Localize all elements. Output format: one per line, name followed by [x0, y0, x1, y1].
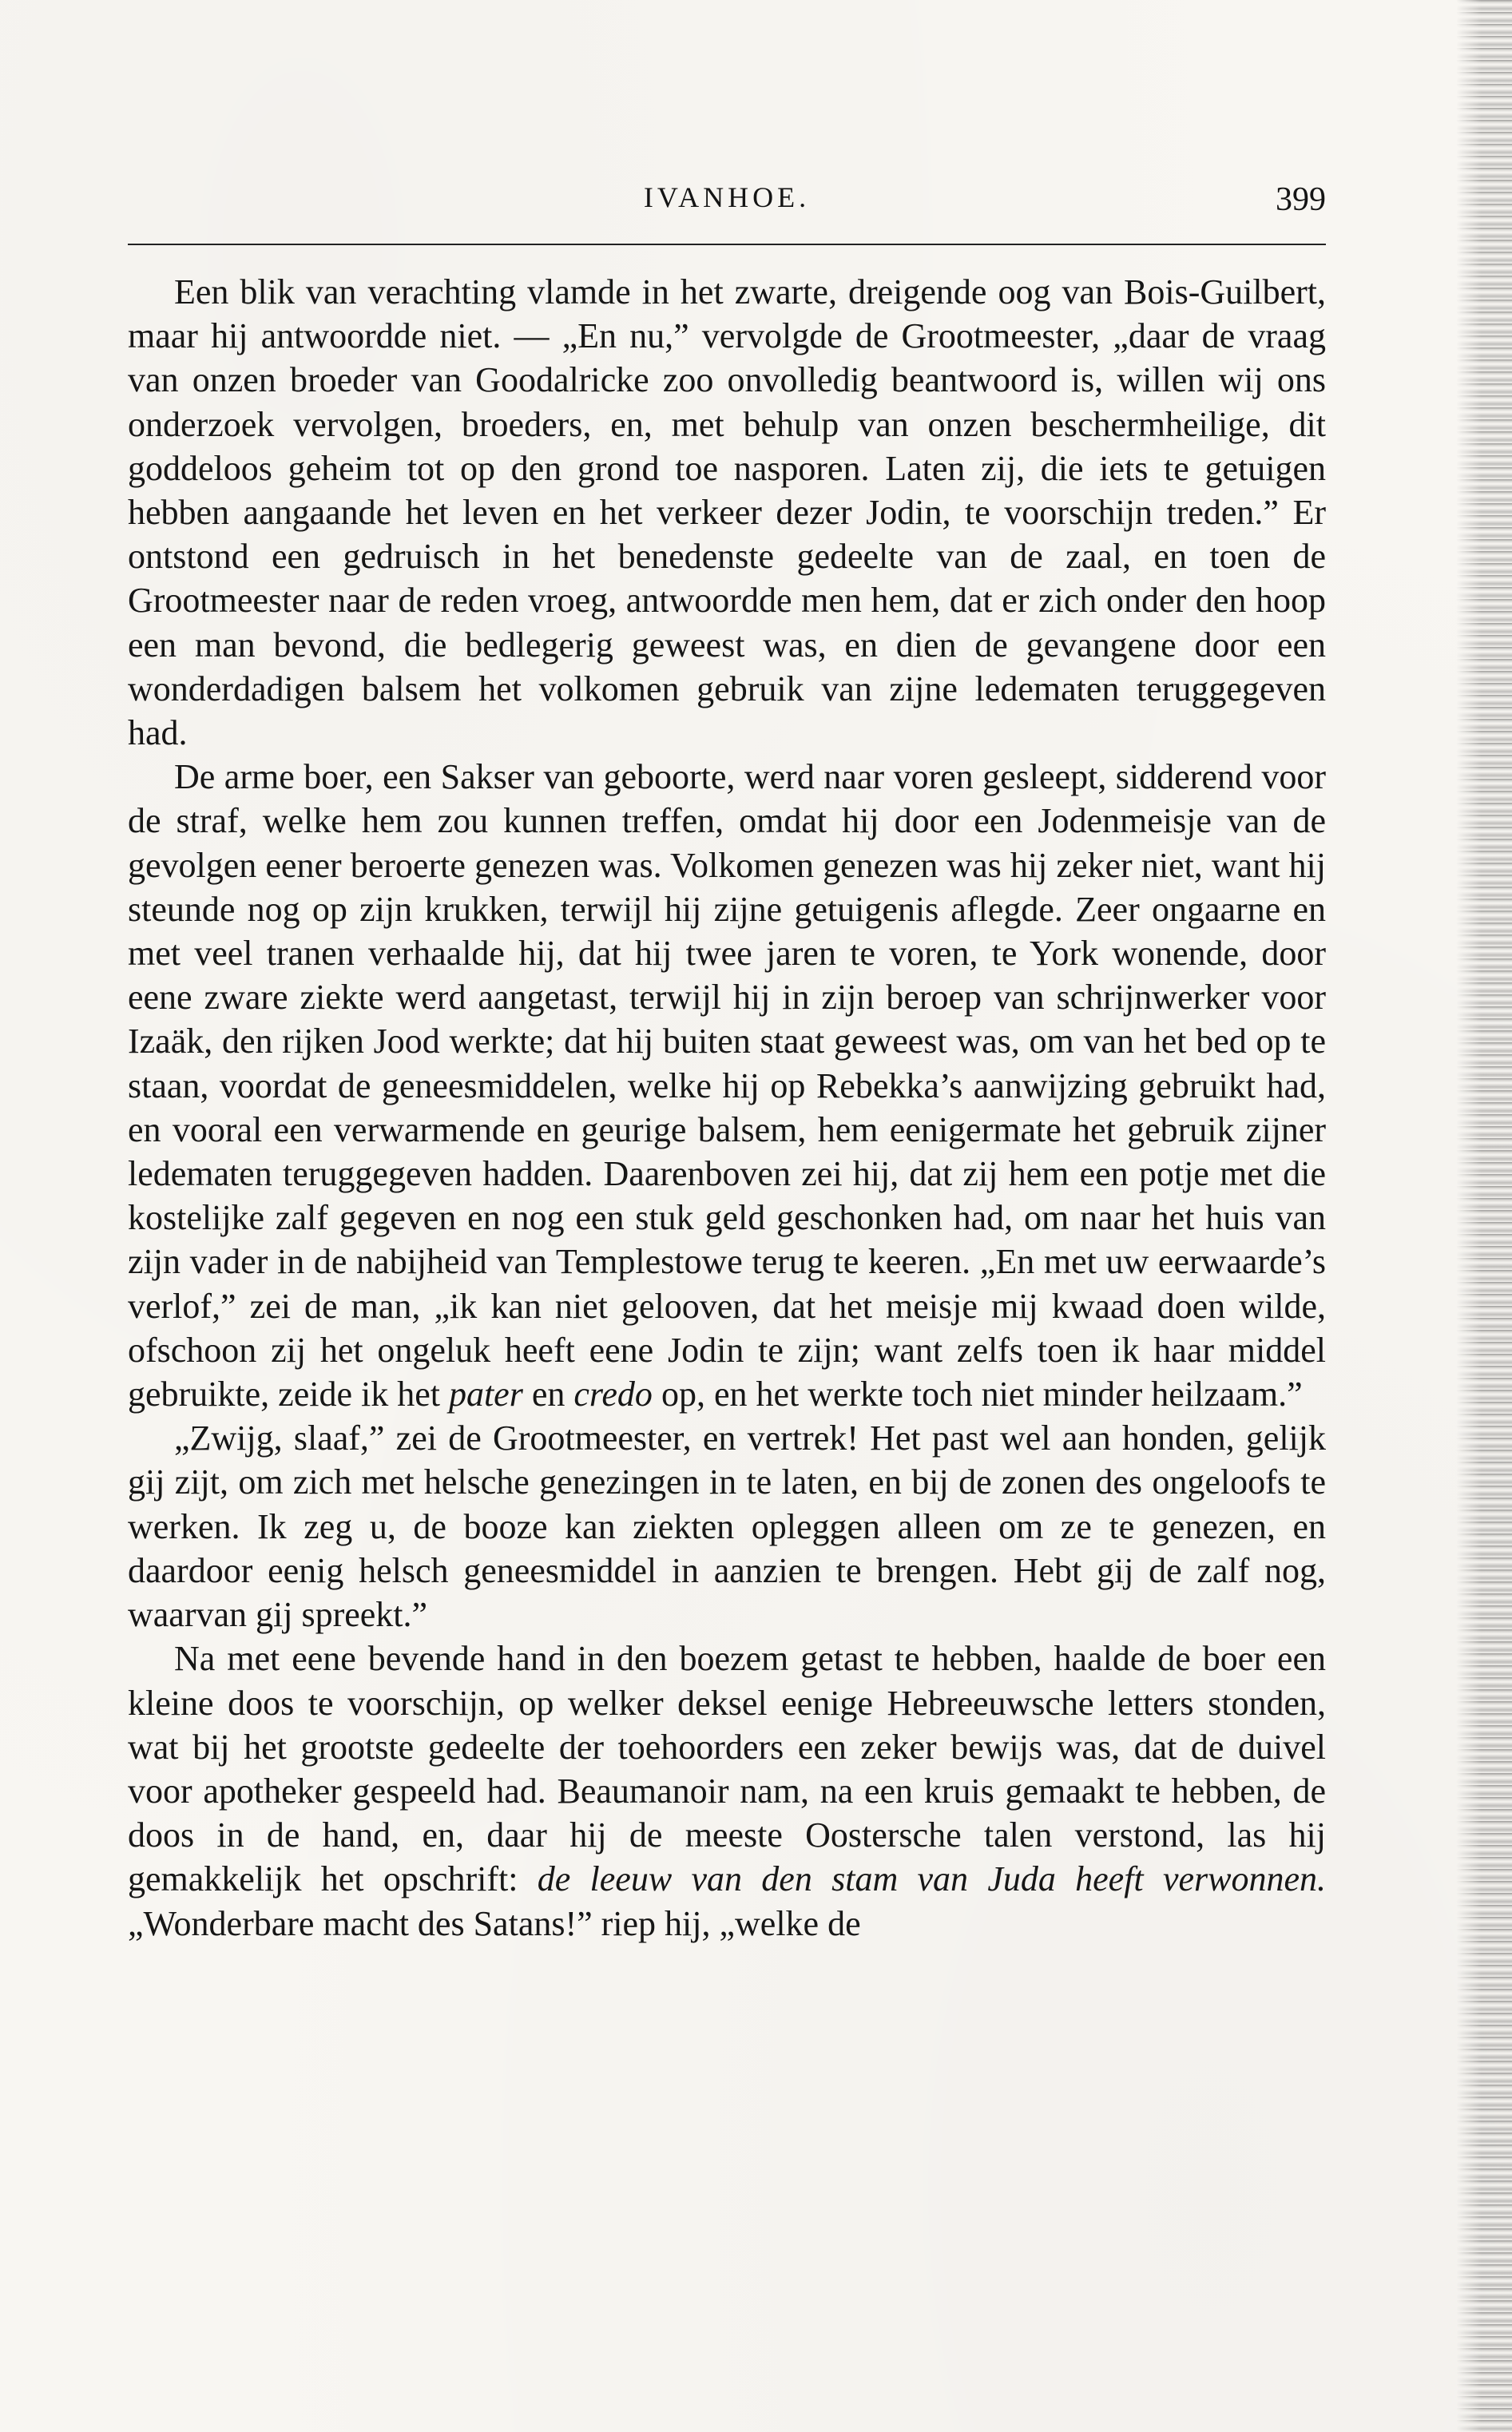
- italic-text: pater: [448, 1375, 523, 1414]
- paragraph: [128, 755, 1326, 1416]
- text-run: Een blik van verachting vlamde in het zwarte, dreigende oog van Bois-Guilbert, maar hij antwoordde niet. — „En nu,” vervolgde de Grootmeester, „daar de vraag van onzen broeder van Goodalricke zoo onvolledig beantwoord is, willen wij ons onderzoek vervolgen, broeders, en, met behulp van onzen beschermheilige, dit goddeloos geheim tot op den grond toe nasporen. Laten zij, die iets te getuigen hebben aangaande het leven en het verkeer dezer Jodin, te voorschijn treden.” Er ontstond een gedruisch in het benedenste gedeelte van de zaal, en toen de Grootmeester naar de reden vroeg, antwoordde men hem, dat er zich onder den hoop een man bevond, die bedlegerig geweest was, en dien de gevangene door een wonderdadigen balsem het volkomen gebruik van zijne ledematen teruggegeven had.: [128, 272, 1326, 753]
- text-run: Na met eene bevende hand in den boezem getast te hebben, haalde de boer een kleine doos te voorschijn, op welker deksel eenige Hebreeuwsche letters stonden, wat bij het grootste gedeelte der toehoorders een zeker bewijs was, dat de duivel voor apotheker gespeeld had. Beaumanoir nam, na een kruis gemaakt te hebben, de doos in de hand, en, daar hij de meeste Oostersche talen verstond, las hij gemakkelijk het opschrift:: [128, 1639, 1326, 1899]
- text-run: op, en het werkte toch niet minder heilzaam.”: [652, 1375, 1303, 1414]
- page-number: 399: [1276, 181, 1326, 218]
- page-header: [128, 181, 1326, 228]
- italic-text: credo: [573, 1375, 653, 1414]
- body-text: [128, 270, 1326, 1946]
- running-title: IVANHOE.: [643, 181, 811, 213]
- text-run: „Zwijg, slaaf,” zei de Grootmeester, en vertrek! Het past wel aan honden, gelijk gij zijt, om zich met helsche genezingen in te laten, en bij de zonen des ongeloofs te werken. Ik zeg u, de booze kan ziekten opleggen alleen om ze te genezen, en daardoor eenig helsch geneesmiddel in aanzien te brengen. Hebt gij de zalf nog, waarvan gij spreekt.”: [128, 1418, 1326, 1635]
- text-run: „Wonderbare macht des Satans!” riep hij, „welke de: [128, 1903, 861, 1943]
- header-rule: [128, 244, 1326, 245]
- page-edge-shadow: [1456, 0, 1512, 2432]
- text-run: en: [522, 1375, 574, 1414]
- paragraph: [128, 1637, 1326, 1945]
- italic-text: de leeuw van den stam van Juda heeft verwonnen.: [537, 1859, 1326, 1899]
- paragraph: [128, 1416, 1326, 1637]
- paragraph: [128, 270, 1326, 755]
- text-run: De arme boer, een Sakser van geboorte, werd naar voren gesleept, sidderend voor de straf, welke hem zou kunnen treffen, omdat hij door een Jodenmeisje van de gevolgen eener beroerte genezen was. Volkomen genezen was hij zeker niet, want hij steunde nog op zijn krukken, terwijl hij zijne getuigenis aflegde. Zeer ongaarne en met veel tranen verhaalde hij, dat hij twee jaren te voren, te York wonende, door eene zware ziekte werd aangetast, terwijl hij in zijn beroep van schrijnwerker voor Izaäk, den rijken Jood werkte; dat hij buiten staat geweest was, om van het bed op te staan, voordat de geneesmiddelen, welke hij op Rebekka’s aanwijzing gebruikt had, en vooral een verwarmende en geurige balsem, hem eenigermate het gebruik zijner ledematen teruggegeven hadden. Daarenboven zei hij, dat zij hem een potje met die kostelijke zalf gegeven en nog een stuk geld geschonken had, om naar het huis van zijn vader in de nabijheid van Templestowe terug te keeren. „En met uw eerwaarde’s verlof,” zei de man, „ik kan niet gelooven, dat het meisje mij kwaad doen wilde, ofschoon zij het ongeluk heeft eene Jodin te zijn; want zelfs toen ik haar middel gebruikte, zeide ik het: [128, 757, 1326, 1414]
